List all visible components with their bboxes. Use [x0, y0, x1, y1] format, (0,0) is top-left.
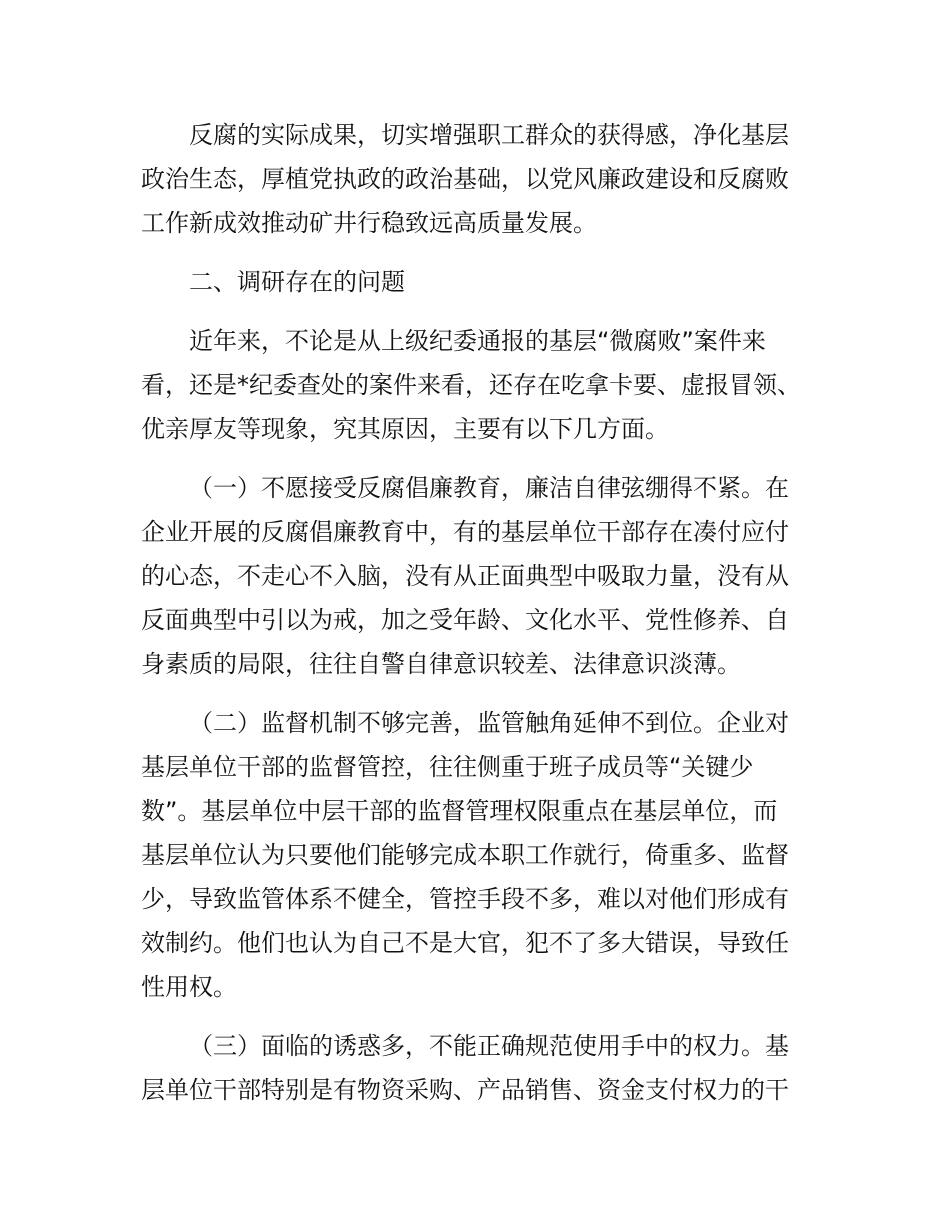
- text-line: 的心态，不走心不入脑，没有从正面典型中吸取力量，没有从: [141, 562, 789, 590]
- text-line: 身素质的局限，往往自警自律意识较差、法律意识淡薄。: [141, 650, 741, 678]
- text-line: （三）面临的诱惑多，不能正确规范使用手中的权力。基: [189, 1032, 789, 1060]
- document-body: [141, 113, 831, 1127]
- paragraph-item-2: [141, 701, 831, 1009]
- text-line: （二）监督机制不够完善，监管触角延伸不到位。企业对: [189, 709, 789, 737]
- text-line: 反腐的实际成果，切实增强职工群众的获得感，净化基层: [189, 121, 789, 149]
- text-line: 基层单位认为只要他们能够完成本职工作就行，倚重多、监督: [141, 841, 789, 869]
- text-line: 优亲厚友等现象，究其原因，主要有以下几方面。: [141, 415, 669, 443]
- text-line: 反面典型中引以为戒，加之受年龄、文化水平、党性修养、自: [141, 606, 789, 634]
- section-heading-text: 二、调研存在的问题: [189, 268, 405, 296]
- text-line: 近年来，不论是从上级纪委通报的基层“微腐败”案件来: [189, 327, 766, 355]
- paragraph-intro: [141, 319, 831, 451]
- paragraph-conclusion-continued: [141, 113, 831, 245]
- text-line: 政治生态，厚植党执政的政治基础，以党风廉政建设和反腐败: [141, 165, 789, 193]
- text-line: 层单位干部特别是有物资采购、产品销售、资金支付权力的干: [141, 1076, 789, 1104]
- text-line: 企业开展的反腐倡廉教育中，有的基层单位干部存在凑付应付: [141, 518, 789, 546]
- paragraph-item-1: [141, 466, 831, 686]
- text-line: （一）不愿接受反腐倡廉教育，廉洁自律弦绷得不紧。在: [189, 474, 789, 502]
- text-line: 性用权。: [141, 973, 237, 1001]
- section-heading: [141, 260, 831, 304]
- text-line: 数”。基层单位中层干部的监督管理权限重点在基层单位，而: [141, 797, 778, 825]
- text-line: 基层单位干部的监督管控，往往侧重于班子成员等“关键少: [141, 753, 754, 781]
- text-line: 效制约。他们也认为自己不是大官，犯不了多大错误，导致任: [141, 929, 789, 957]
- text-line: 看，还是*纪委查处的案件来看，还存在吃拿卡要、虚报冒领、: [141, 371, 801, 399]
- text-line: 少，导致监管体系不健全，管控手段不多，难以对他们形成有: [141, 885, 789, 913]
- text-line: 工作新成效推动矿井行稳致远高质量发展。: [141, 209, 597, 237]
- paragraph-item-3: [141, 1024, 831, 1112]
